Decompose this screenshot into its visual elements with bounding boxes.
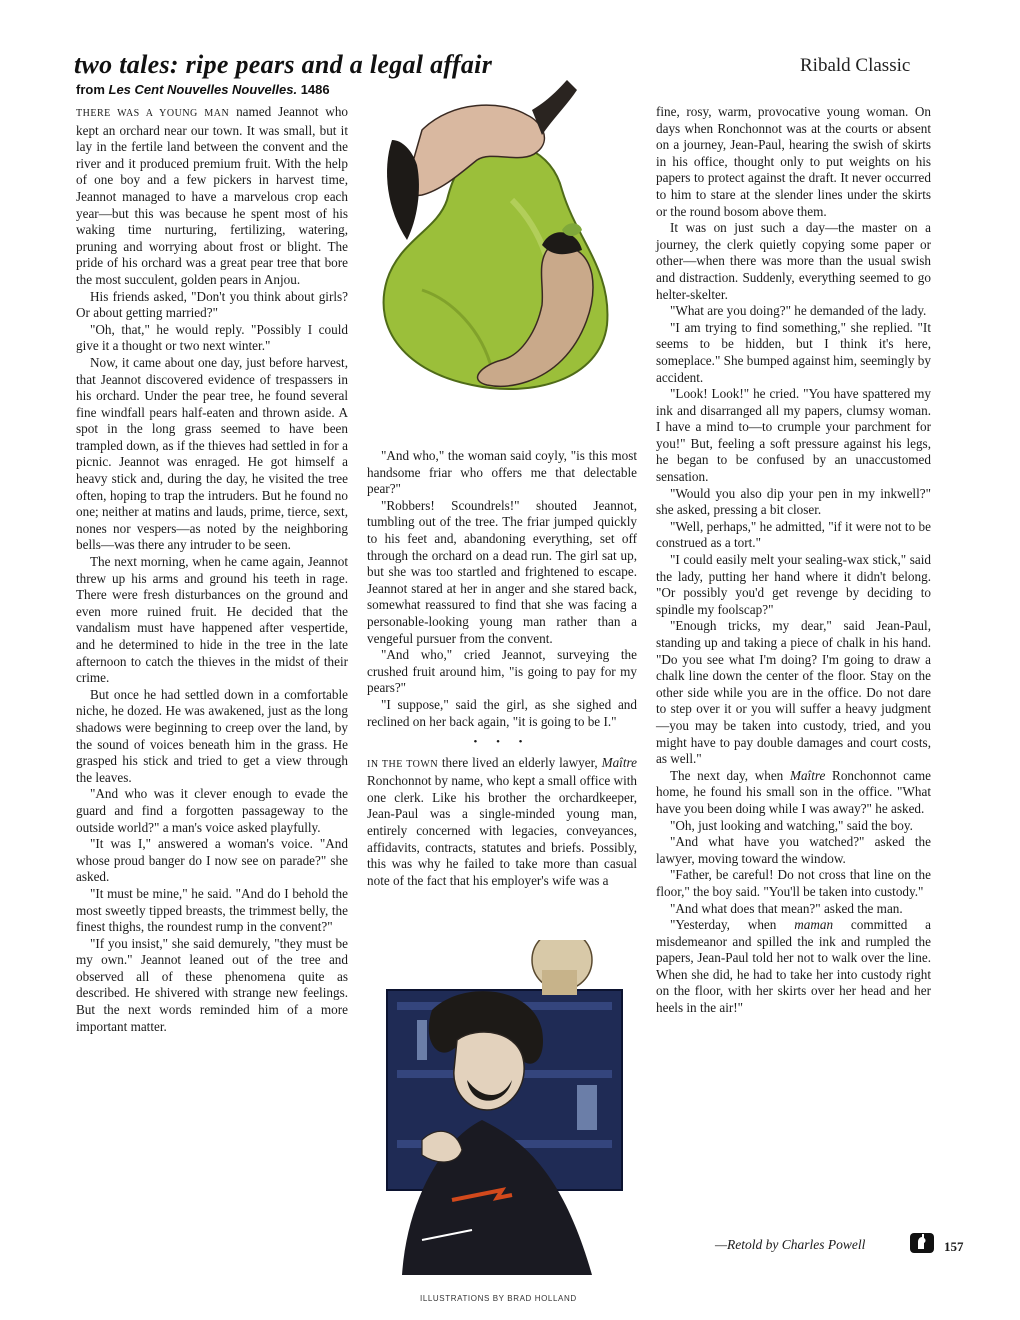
column-1 bbox=[76, 104, 348, 1035]
paragraph-text: named Jeannot who kept an orchard near our town. It was small, but it lay in the fertile land between the convent and the river and it produced premium fruit. With the help of one boy and a few pickers in harvest time, Jeannot managed to have a marvelous crop each year—but this was because he spent most of his waking time nurturing, fertilizing, watering, pruning and worrying about frost or blight. The pride of his orchard was a great pear tree that bore the most succulent, golden pears in Anjou. bbox=[76, 104, 349, 287]
paragraph-text: "Yesterday, when bbox=[670, 917, 795, 933]
paragraph: "What are you doing?" he demanded of the lady. bbox=[670, 303, 927, 319]
paragraph: "I suppose," said the girl, as she sighed and reclined on her back again, "it is going to be I." bbox=[367, 696, 637, 729]
source-title: Les Cent Nouvelles Nouvelles. bbox=[108, 82, 298, 97]
pear-illustration bbox=[362, 80, 637, 410]
italic-text: Maître bbox=[601, 754, 637, 770]
paragraph: "Father, be careful! Do not cross that line on the floor," the boy said. "You'll be taken into custody." bbox=[656, 867, 931, 899]
paragraph-text: The next day, when bbox=[670, 767, 790, 783]
paragraph: "Well, perhaps," he admitted, "if it were not to be construed as a tort." bbox=[656, 518, 931, 551]
paragraph: "And who," the woman said coyly, "is this most handsome friar who offers me that delectable pear?" bbox=[367, 448, 637, 497]
paragraph-text: Ronchonnot by name, who kept a small office with one clerk. Like his brother the orchardkeeper, Jean-Paul was a single-minded young man, entirely concerned with legacies, conveyances, affidavits, contracts, statutes and briefs. Possibly, this was why he failed to take more than casual note of the fact that his employer's wife was a bbox=[367, 773, 637, 888]
paragraph: The next morning, when he came again, Jeannot threw up his arms and ground his teeth in rage. There were fresh disturbances on the ground and even more ruined fruit. He decided that the vandalism must have happened after vespertide, and he determined to hide in the tree in the late afternoon to catch the thieves in the midst of their crime. bbox=[76, 554, 348, 686]
paragraph: "I am trying to find something," she replied. "It seems to be hidden, but I think it's here, someplace." She bumped against him, seemingly by accident. bbox=[656, 319, 931, 385]
paragraph: "And who," cried Jeannot, surveying the crushed fruit around him, "is going to pay for my pears?" bbox=[367, 647, 637, 696]
paragraph bbox=[76, 104, 348, 289]
paragraph: "And what does that mean?" asked the man. bbox=[670, 900, 903, 916]
paragraph-text: committed a misdemeanor and spilled the ink and rumpled the papers, Jean-Paul told her not to walk over the line. When she did, he had to take her into custody right on the floor, with her skirts over her head and her heels in the air!" bbox=[656, 917, 931, 1016]
paragraph-text: there lived an elderly lawyer, bbox=[438, 754, 602, 770]
page-number: 157 bbox=[944, 1239, 964, 1254]
paragraph bbox=[656, 768, 931, 818]
paragraph: But once he had settled down in a comfortable niche, he dozed. He was awakened, just as the long shadows were beginning to creep over the land, by the sound of voices beneath him in the grass. He grasped his stick and tried to get a view through the leaves. bbox=[76, 686, 348, 785]
column-3 bbox=[656, 104, 931, 1017]
paragraph: fine, rosy, warm, provocative young woman. On days when Ronchonnot was at the courts or absent on a journey, Jean-Paul, hearing the swish of skirts in his office, thought only to put weights on his papers to protect against the draft. It never occurred to him to stare at the slender lines under the skirts or the round bosom above them. bbox=[656, 104, 931, 219]
paragraph-text: Ronchonnot came home, he found his small son in the office. "What have you been doing while I was away?" he asked. bbox=[656, 767, 931, 816]
paragraph: "Would you also dip your pen in my inkwell?" she asked, pressing a bit closer. bbox=[656, 485, 931, 518]
lead-in: IN THE TOWN bbox=[367, 758, 439, 770]
paragraph: It was on just such a day—the master on a journey, the clerk quietly copying some paper or other—when there was more than the usual swish and distraction. Suddenly, everything seemed to go helter-skelter. bbox=[656, 220, 931, 302]
paragraph bbox=[367, 755, 637, 890]
source-line bbox=[76, 82, 330, 97]
italic-text: Maître bbox=[789, 767, 826, 783]
column-2 bbox=[367, 448, 637, 889]
paragraph: "Oh, that," he would reply. "Possibly I could give it a thought or two next winter." bbox=[76, 321, 348, 354]
paragraph: "And who was it clever enough to evade the guard and find a forgotten passageway to the outside world?" a man's voice asked playfully. bbox=[76, 786, 348, 835]
paragraph: "It must be mine," he said. "And do I behold the most sweetly tipped breasts, the trimmest belly, the finest thighs, the roundest rump in the convent?" bbox=[76, 885, 348, 935]
source-year: 1486 bbox=[297, 82, 330, 97]
paragraph: "Robbers! Scoundrels!" shouted Jeannot, tumbling out of the tree. The friar jumped quickly to his feet and, abandoning everything, set off through the orchard on a dead run. The girl sat up, but she was too startled and frightened to escape. Jeannot stared at her in anger and she stared back, somewhat reassured to find that she was facing a personable-looking young man rather than a vengeful pursuer from the convent. bbox=[367, 497, 637, 646]
section-break: • • • bbox=[473, 736, 531, 749]
paragraph: "Look! Look!" he cried. "You have spattered my ink and disarranged all my papers, clumsy woman. I have a mind to—to crumple your parchment for you!" But, feeling a soft pressure against his legs, he began to be confused by an unaccustomed sensation. bbox=[656, 386, 931, 485]
italic-text: maman bbox=[794, 917, 834, 933]
paragraph: Now, it came about one day, just before harvest, that Jeannot discovered evidence of trespassers in his orchard. Under the pear tree, he found several fine windfall pears half-eaten and thrown aside. A spot in the long grass seemed to have been trampled down, as if the thieves had settled in for a picnic. Jeannot was enraged. He got himself a heavy stick and, during the day, he visited the tree often, hoping to trap the intruders. But he found no one; neither at matins and lauds, prime, tierce, sext, nones nor vespers—as noted by the neighboring bells—was there any intruder to be seen. bbox=[76, 354, 348, 553]
paragraph: "If you insist," she said demurely, "they must be my own." Jeannot leaned out of the tree and observed all of these phenomena quite as described. He shivered with strange new feelings. But the next words reminded him of a more important matter. bbox=[76, 935, 348, 1034]
author-signoff: —Retold by Charles Powell bbox=[715, 1237, 866, 1252]
rabbit-logo-icon bbox=[910, 1233, 934, 1253]
section-label: Ribald Classic bbox=[800, 55, 911, 76]
paragraph: "And what have you watched?" asked the lawyer, moving toward the window. bbox=[656, 834, 931, 866]
clerk-illustration bbox=[362, 940, 637, 1275]
paragraph: "Enough tricks, my dear," said Jean-Paul, standing up and taking a piece of chalk in his hand. "Do you see what I'm doing? I'm going to draw a chalk line down the center of the floor. Stay on the other side while you are in the office. Do not dare to step over it or you will suffer a heavy judgment—you may be taken into custody, tried, and you might have to pay double damages and court costs, as well." bbox=[656, 618, 931, 767]
paragraph: "I could easily melt your sealing-wax stick," said the lady, putting her hand where it didn't belong. "Or possibly you'd get revenge by deciding to spindle my foolscap?" bbox=[656, 552, 931, 617]
paragraph: "It was I," answered a woman's voice. "And whose proud banger do I now see on parade?" she asked. bbox=[76, 836, 348, 885]
paragraph: His friends asked, "Don't you think about girls? Or about getting married?" bbox=[76, 288, 348, 321]
article-title: two tales: ripe pears and a legal affair bbox=[74, 50, 493, 79]
paragraph: "Oh, just looking and watching," said the boy. bbox=[670, 817, 913, 833]
paragraph bbox=[656, 917, 931, 1017]
source-prefix: from bbox=[76, 82, 109, 97]
illustration-credit: ILLUSTRATIONS BY BRAD HOLLAND bbox=[420, 1294, 577, 1303]
lead-in: THERE WAS A YOUNG MAN bbox=[76, 108, 230, 119]
